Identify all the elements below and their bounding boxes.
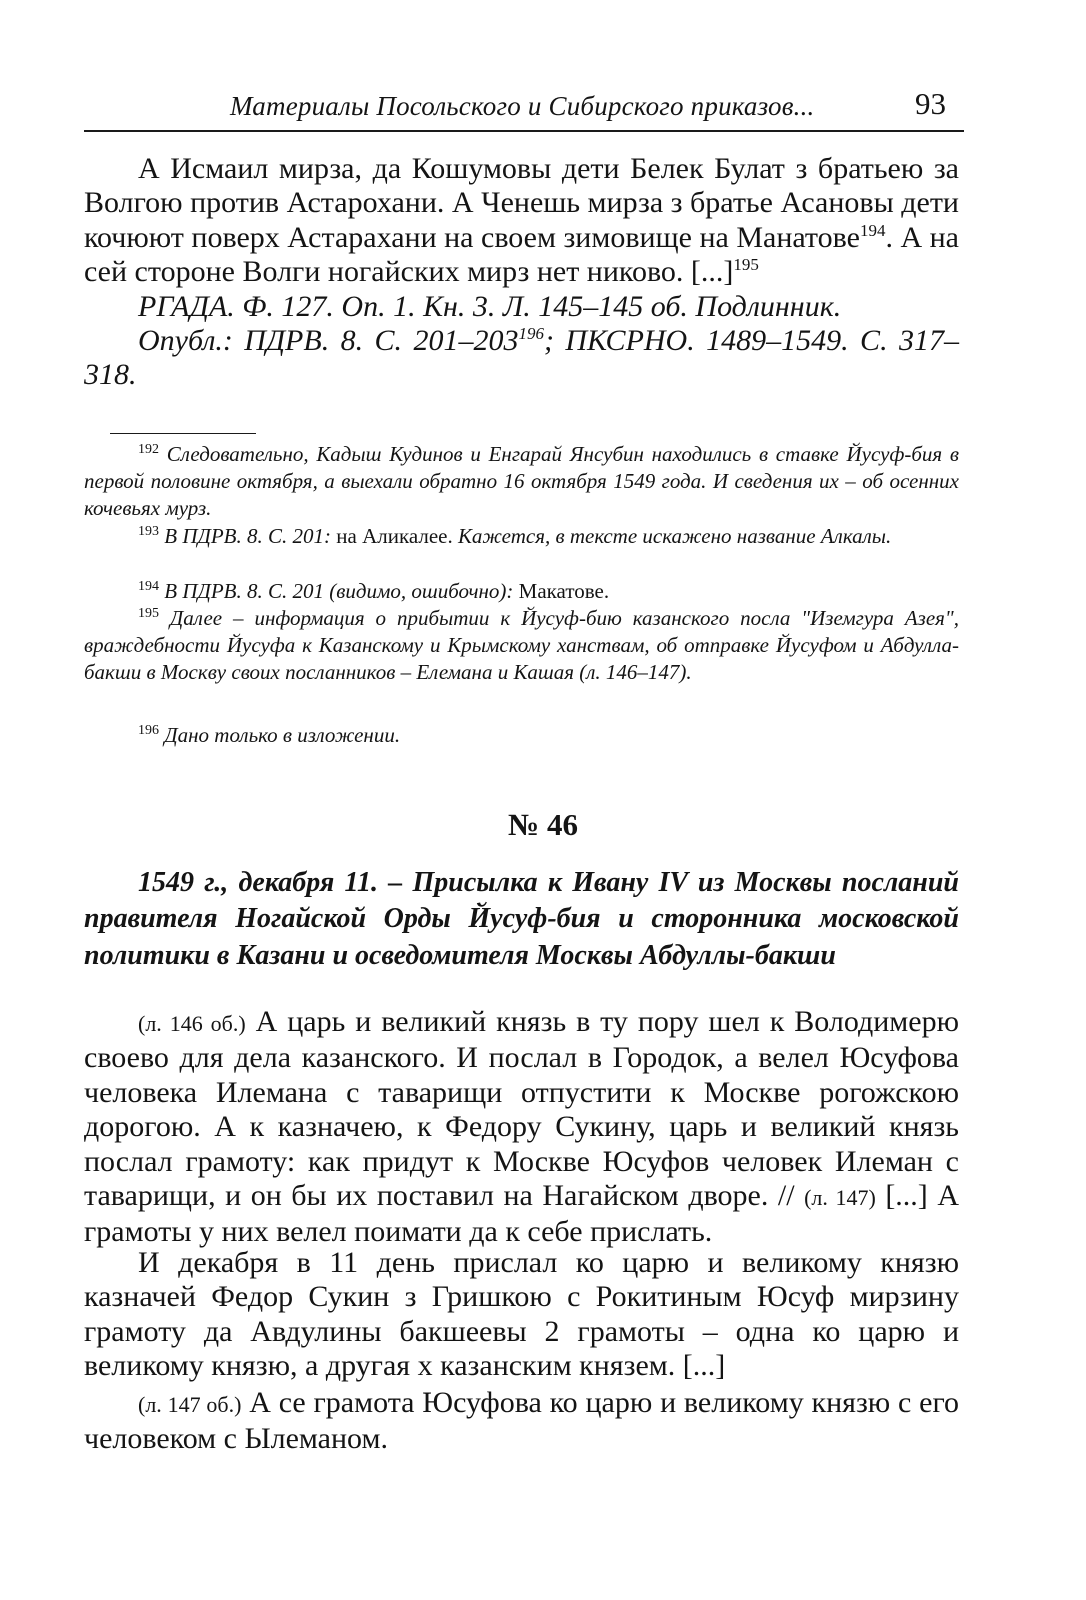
running-title: Материалы Посольского и Сибирского приказов... <box>230 91 815 121</box>
footnote-193: $^{193}$ В ПДРВ. 8. С. 201: на Аликалее. Кажется, в тексте искажено название Алкалы. <box>138 524 892 548</box>
running-header <box>84 86 964 132</box>
continuation-paragraph: А Исмаил мирза, да Кошумовы дети Белек Булат з братьею за Волгою против Астарохани. А Ченешь мирза з братье Асановы дети кочюют поверх Астарахани на своем зимовище на Манатове$^{194}$. А на сей стороне Волги ногайских мирз нет никово. [...]$^{195}$ <box>84 152 959 289</box>
footnote-194: $^{194}$ В ПДРВ. 8. С. 201 (видимо, ошибочно): Макатове. <box>138 579 610 603</box>
archive-reference: РГАДА. Ф. 127. Оп. 1. Кн. 3. Л. 145–145 об. Подлинник. <box>138 290 842 323</box>
footnote-192: $^{192}$ Следовательно, Кадыш Кудинов и Енгарай Янсубин находились в ставке Йусуф-бия в первой половине октября, а выехали обратно 16 октября 1549 года. И сведения их – об осенних кочевьях мурз. <box>84 442 960 520</box>
body-paragraph-3: (л. 147 об.) А се грамота Юсуфова ко царю и великому князю с его человеком с Ылеманом. <box>84 1386 960 1456</box>
footnote-196: $^{196}$ Дано только в изложении. <box>138 723 401 747</box>
folio-ref: (л. 147) <box>804 1185 876 1211</box>
folio-ref: (л. 146 об.) <box>138 1011 246 1036</box>
document-title: 1549 г., декабря 11. – Присылка к Ивану IV из Москвы посланий правителя Ногайской Орды Йусуф-бия и сторонника московской политики в Казани и осведомителя Москвы Абдуллы-бакши <box>84 867 959 971</box>
footnote-ref-196: 196 <box>518 324 544 343</box>
publication-reference: Опубл.: ПДРВ. 8. С. $201-203^{196}$; ПКСРНО. 1489–1549. С. 317–318. <box>84 324 959 392</box>
folio-ref: (л. 147 об.) <box>138 1392 242 1417</box>
body-paragraph-2: И декабря в 11 день прислал ко царю и великому князю казначей Федор Сукин з Гришкою с Рокитиным Юсуф мирзину грамоту да Авдулины бакшеевы 2 грамоты – одна ко царю и великому князю, а другая х казанским князем. [...] <box>84 1246 959 1383</box>
footnote-ref-195: 195 <box>733 255 759 275</box>
document-number: № 46 <box>508 807 578 842</box>
body-paragraph-1: (л. 146 об.) А царь и великий князь в ту пору шел к Володимерю своево для дела казанского. И послал в Городок, а велел Юсуфова человека Илемана с таварищи отпустити к Москве рогожскою дорогою. А к казначею, к Федору Сукину, царь и великий князь послал грамоту: как придут к Москве Юсуфов человек Илеман с таварищи, и он бы их поставил на Нагайском дворе. // (л. 147) [...] А грамоты у них велел поимати да к себе прислать. <box>84 1005 960 1249</box>
footnote-separator <box>110 433 256 434</box>
footnote-195: $^{195}$ Далее – информация о прибытии к Йусуф-бию казанского посла "Иземгура Азея", враждебности Йусуфа к Казанскому и Крымскому ханствам, об отправке Йусуфом и Абдулла-бакши в Москву своих посланников – Елемана и Кашая (л. 146–147). <box>84 606 959 684</box>
footnote-ref-194: 194 <box>859 220 886 240</box>
page-number: 93 <box>915 86 946 121</box>
